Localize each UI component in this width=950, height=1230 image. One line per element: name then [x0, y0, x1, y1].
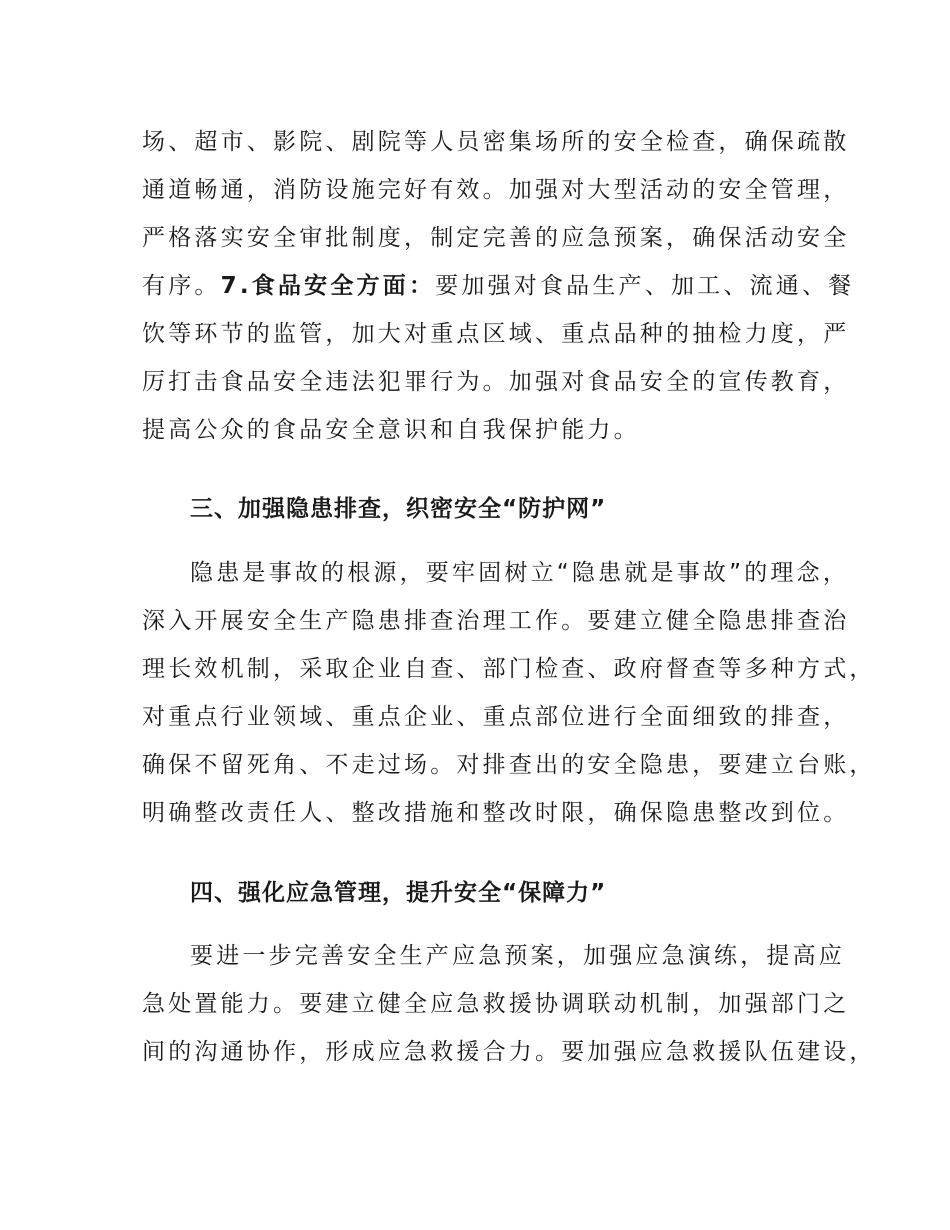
paragraph-line: 对重点行业领域、重点企业、重点部位进行全面细致的排查，	[142, 704, 850, 730]
paragraph-line: 深入开展安全生产隐患排查治理工作。要建立健全隐患排查治	[142, 608, 850, 634]
section-heading: 四、强化应急管理，提升安全“保障力”	[190, 880, 607, 906]
paragraph-line	[142, 271, 855, 301]
paragraph-line: 理长效机制，采取企业自查、部门检查、政府督查等多种方式，	[142, 656, 876, 682]
paragraph-line: 隐患是事故的根源，要牢固树立“隐患就是事故”的理念，	[190, 560, 850, 586]
paragraph-line: 厉打击食品安全违法犯罪行为。加强对食品安全的宣传教育，	[142, 369, 850, 395]
item-title: 7.食品安全方面：	[220, 273, 436, 299]
paragraph-line: 饮等环节的监管，加大对重点区域、重点品种的抽检力度，严	[142, 321, 850, 347]
paragraph-line: 确保不留死角、不走过场。对排查出的安全隐患，要建立台账，	[142, 752, 876, 778]
paragraph-line: 场、超市、影院、剧院等人员密集场所的安全检查，确保疏散	[142, 129, 850, 155]
paragraph-line: 间的沟通协作，形成应急救援合力。要加强应急救援队伍建设，	[142, 1039, 876, 1065]
paragraph-line: 明确整改责任人、整改措施和整改时限，确保隐患整改到位。	[142, 800, 850, 826]
paragraph-text: 有序。	[142, 273, 221, 299]
paragraph-line: 通道畅通，消防设施完好有效。加强对大型活动的安全管理，	[142, 177, 850, 203]
section-heading: 三、加强隐患排查，织密安全“防护网”	[190, 496, 607, 522]
paragraph-line: 要进一步完善安全生产应急预案，加强应急演练，提高应	[190, 943, 845, 969]
paragraph-line: 急处置能力。要建立健全应急救援协调联动机制，加强部门之	[142, 991, 850, 1017]
paragraph-line: 严格落实安全审批制度，制定完善的应急预案，确保活动安全	[142, 225, 850, 251]
paragraph-text: 要加强对食品生产、加工、流通、餐	[435, 273, 855, 299]
paragraph-line: 提高公众的食品安全意识和自我保护能力。	[142, 417, 640, 443]
